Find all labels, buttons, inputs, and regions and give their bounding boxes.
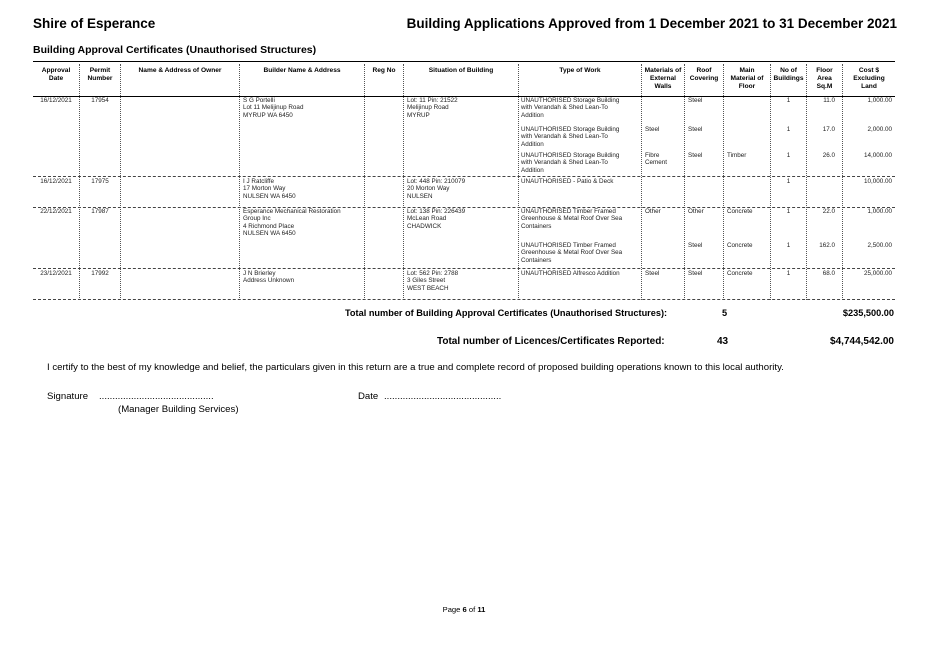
page-word: Page — [442, 605, 461, 614]
roof-covering: Steel — [688, 152, 703, 159]
section-total-cost: $235,500.00 — [842, 308, 894, 318]
col-cost: Cost $ Excluding Land — [853, 67, 885, 90]
cost: 14,000.00 — [863, 152, 892, 159]
section-total-count: 5 — [722, 308, 728, 318]
roof-covering: Other — [688, 208, 704, 215]
walls-material: Fibre Cement — [645, 152, 668, 167]
approval-date: 16/12/2021 — [40, 178, 72, 185]
type-of-work: UNAUTHORISED - Patio & Deck — [521, 178, 614, 185]
type-of-work: UNAUTHORISED Storage Building with Verandah & Shed Lean-To Addition — [521, 97, 620, 119]
number-of-buildings: 1 — [786, 178, 791, 185]
floor-area: 68.0 — [822, 270, 835, 277]
number-of-buildings: 1 — [786, 97, 791, 104]
col-floor-material: Main Material of Floor — [730, 67, 764, 90]
type-of-work: UNAUTHORISED Alfresco Addition — [521, 270, 620, 277]
floor-area: 22.0 — [822, 208, 835, 215]
situation: Lot: 562 Pin: 2788 3 Giles Street WEST BEACH — [407, 270, 459, 292]
floor-area: 17.0 — [822, 126, 835, 133]
col-owner: Name & Address of Owner — [138, 67, 222, 74]
type-of-work: UNAUTHORISED Storage Building with Verandah & Shed Lean-To Addition — [521, 126, 620, 148]
situation: Lot: 138 Pin: 226439 McLean Road CHADWICK — [407, 208, 466, 230]
floor-area: 26.0 — [822, 152, 835, 159]
page-current: 6 — [462, 605, 467, 614]
floor-material: Concrete — [727, 270, 753, 277]
header-rule — [33, 61, 895, 62]
page-total: 11 — [477, 605, 486, 614]
page-number — [0, 605, 928, 614]
col-floor-area: Floor Area Sq.M — [816, 67, 833, 90]
report-total-count: 43 — [717, 336, 729, 347]
col-builder: Builder Name & Address — [263, 67, 341, 74]
permit-number: 17987 — [91, 208, 109, 215]
section-title: Building Approval Certificates (Unauthorised Structures) — [33, 44, 317, 56]
type-of-work: UNAUTHORISED Timber Framed Greenhouse & Metal Roof Over Sea Containers — [521, 208, 623, 230]
permit-number: 17954 — [91, 97, 109, 104]
builder-details: I J Ratcliffe 17 Morton Way NULSEN WA 6450 — [243, 178, 296, 200]
floor-material: Concrete — [727, 242, 753, 249]
floor-material: Concrete — [727, 208, 753, 215]
floor-area: 162.0 — [819, 242, 835, 249]
builder-details: Esperance Mechanical Restoration Group Inc 4 Richmond Place NULSEN WA 6450 — [243, 208, 341, 238]
floor-material: Timber — [727, 152, 747, 159]
signature-label: Signature — [47, 391, 89, 402]
permit-number: 17975 — [91, 178, 109, 185]
number-of-buildings: 1 — [786, 152, 791, 159]
signatory-role: (Manager Building Services) — [118, 404, 239, 415]
floor-area: 11.0 — [823, 97, 835, 104]
col-type-of-work: Type of Work — [559, 67, 601, 74]
cost: 25,000.00 — [863, 270, 892, 277]
cost: 2,000.00 — [867, 126, 892, 133]
walls-material: Steel — [645, 270, 660, 277]
type-of-work: UNAUTHORISED Timber Framed Greenhouse & Metal Roof Over Sea Containers — [521, 242, 623, 264]
permit-number: 17992 — [91, 270, 109, 277]
situation: Lot: 11 Pin: 21522 Melijinup Road MYRUP — [407, 97, 458, 119]
date-label: Date — [358, 391, 379, 402]
roof-covering: Steel — [688, 126, 703, 133]
col-roof: Roof Covering — [689, 67, 719, 82]
certification-statement: I certify to the best of my knowledge and belief, the particulars given in this return are a true and complete record of proposed building operations known to this local authority. — [47, 362, 784, 373]
roof-covering: Steel — [688, 270, 703, 277]
builder-details: J N Brierley Address Unknown — [243, 270, 295, 285]
report-total-label: Total number of Licences/Certificates Reported: — [437, 336, 665, 347]
roof-covering: Steel — [688, 97, 703, 104]
col-situation: Situation of Building — [428, 67, 494, 74]
approval-date: 16/12/2021 — [40, 97, 72, 104]
roof-covering: Steel — [688, 242, 703, 249]
col-reg-no: Reg No — [372, 67, 396, 74]
builder-details: S G Portelli Lot 11 Melijinup Road MYRUP WA 6450 — [243, 97, 304, 119]
date-line: ............................................ — [384, 391, 502, 402]
cost: 10,000.00 — [863, 178, 892, 185]
cost: 2,500.00 — [867, 242, 892, 249]
col-buildings: No of Buildings — [773, 67, 804, 82]
walls-material: Other — [645, 208, 661, 215]
situation: Lot: 448 Pin: 210079 20 Morton Way NULSEN — [407, 178, 466, 200]
cost: 1,000.00 — [867, 97, 892, 104]
signature-line: ........................................... — [99, 391, 214, 402]
type-of-work: UNAUTHORISED Storage Building with Verandah & Shed Lean-To Addition — [521, 152, 620, 174]
section-total-label: Total number of Building Approval Certificates (Unauthorised Structures): — [345, 308, 668, 318]
approval-date: 23/12/2021 — [40, 270, 72, 277]
number-of-buildings: 1 — [786, 126, 791, 133]
approval-date: 22/12/2021 — [40, 208, 72, 215]
report-total-cost: $4,744,542.00 — [830, 336, 894, 347]
cost: 1,000.00 — [867, 208, 892, 215]
col-walls: Materials of External Walls — [644, 67, 682, 90]
col-permit-number: Permit Number — [87, 67, 113, 82]
number-of-buildings: 1 — [786, 270, 791, 277]
walls-material: Steel — [645, 126, 660, 133]
organisation-name: Shire of Esperance — [33, 16, 156, 31]
of-word: of — [468, 605, 476, 614]
col-approval-date: Approval Date — [41, 67, 71, 82]
number-of-buildings: 1 — [786, 208, 791, 215]
report-title: Building Applications Approved from 1 December 2021 to 31 December 2021 — [406, 16, 897, 31]
number-of-buildings: 1 — [786, 242, 791, 249]
